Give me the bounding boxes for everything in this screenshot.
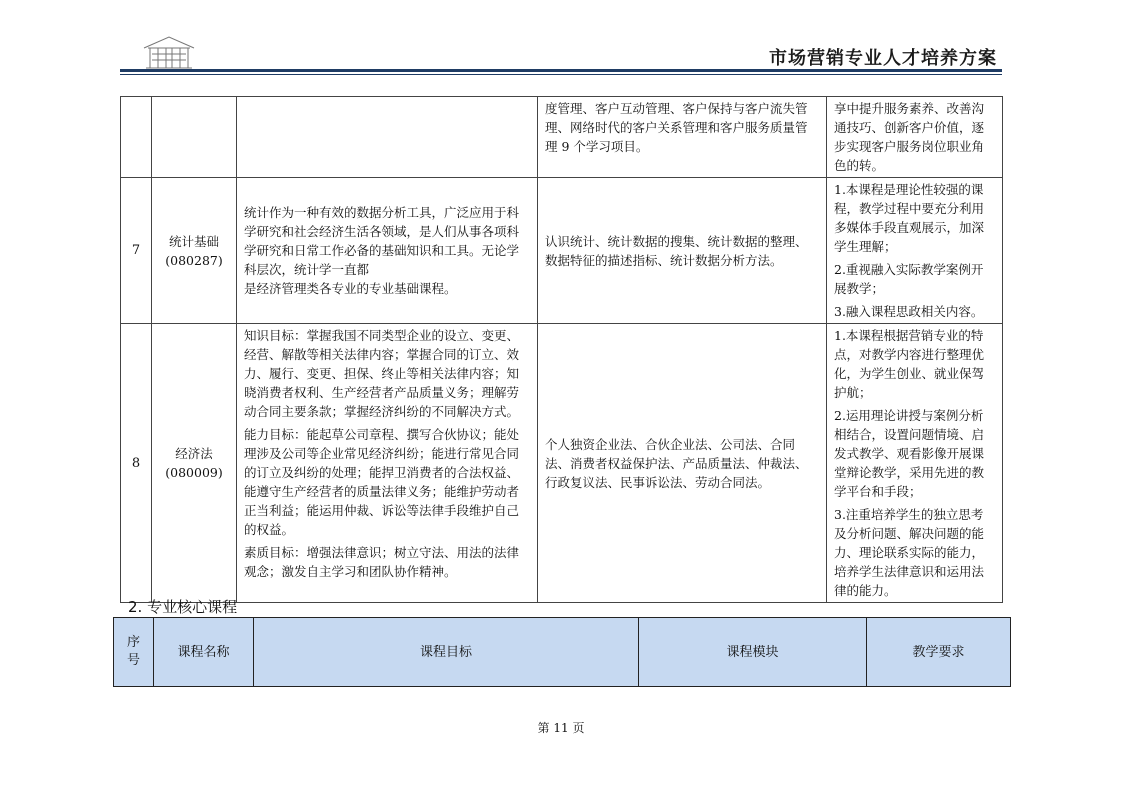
course-code: (080287) bbox=[165, 252, 223, 268]
cell-module: 认识统计、统计数据的搜集、统计数据的整理、数据特征的描述指标、统计数据分析方法。 bbox=[538, 178, 827, 324]
requirement-item: 1.本课程是理论性较强的课程，教学过程中要充分利用多媒体手段直观展示，加深学生理解； bbox=[834, 182, 985, 254]
cell-num: 8 bbox=[121, 324, 152, 603]
course-table bbox=[120, 96, 1003, 603]
header-rule-thin bbox=[120, 74, 1002, 75]
header-course-name: 课程名称 bbox=[154, 618, 254, 687]
cell-module: 度管理、客户互动管理、客户保持与客户流失管理、网络时代的客户关系管理和客户服务质量管理 9 个学习项目。 bbox=[538, 97, 827, 178]
core-course-table-header bbox=[113, 617, 1011, 687]
cell-course-name bbox=[152, 324, 237, 603]
cell-requirement bbox=[827, 178, 1003, 324]
cell-num bbox=[121, 97, 152, 178]
header-rule bbox=[120, 69, 1002, 72]
requirement-item: 3.融入课程思政相关内容。 bbox=[834, 304, 984, 319]
page-number: 第 11 页 bbox=[537, 721, 585, 735]
cell-module: 个人独资企业法、合伙企业法、公司法、合同法、消费者权益保护法、产品质量法、仲裁法、行政复议法、民事诉讼法、劳动合同法。 bbox=[538, 324, 827, 603]
header-course-module: 课程模块 bbox=[639, 618, 867, 687]
goal-text: 是经济管理类各专业的专业基础课程。 bbox=[244, 281, 457, 296]
requirement-item: 1.本课程根据营销专业的特点，对教学内容进行整理优化，为学生创业、就业保驾护航； bbox=[834, 328, 985, 400]
course-name: 经济法 bbox=[175, 446, 213, 461]
table-row bbox=[121, 97, 1003, 178]
header-teaching-req: 教学要求 bbox=[867, 618, 1011, 687]
table-row bbox=[121, 178, 1003, 324]
cell-num: 7 bbox=[121, 178, 152, 324]
table-row bbox=[121, 324, 1003, 603]
document-title: 市场营销专业人才培养方案 bbox=[769, 48, 997, 69]
goal-ability: 能力目标：能起草公司章程、撰写合伙协议；能处理涉及公司等企业常见经济纠纷；能进行常见合同的订立及纠纷的处理；能捍卫消费者的合法权益、能遵守生产经营者的质量法律义务；能维护劳动者正当利益；能运用仲裁、诉讼等法律手段维护自己的权益。 bbox=[244, 427, 520, 537]
cell-requirement: 享中提升服务素养、改善沟通技巧、创新客户价值，逐步实现客户服务岗位职业角色的转。 bbox=[827, 97, 1003, 178]
requirement-item: 3.注重培养学生的独立思考及分析问题、解决问题的能力、理论联系实际的能力，培养学生法律意识和运用法律的能力。 bbox=[834, 507, 985, 598]
cell-goal bbox=[237, 97, 538, 178]
goal-quality: 素质目标：增强法律意识；树立守法、用法的法律观念；激发自主学习和团队协作精神。 bbox=[244, 545, 520, 579]
building-logo-icon bbox=[140, 34, 198, 72]
section-heading: 2. 专业核心课程 bbox=[128, 598, 238, 616]
header-course-goal: 课程目标 bbox=[254, 618, 639, 687]
cell-course-name bbox=[152, 178, 237, 324]
header-num bbox=[114, 618, 154, 687]
course-name: 统计基础 bbox=[168, 233, 219, 249]
cell-goal bbox=[237, 178, 538, 324]
goal-knowledge: 知识目标：掌握我国不同类型企业的设立、变更、经营、解散等相关法律内容；掌握合同的订立、效力、履行、变更、担保、终止等相关法律内容；知晓消费者权利、生产经营者产品质量义务；理解劳动合同主要条款；掌握经济纠纷的不同解决方式。 bbox=[244, 328, 520, 419]
requirement-item: 2.运用理论讲授与案例分析相结合，设置问题情境、启发式教学、观看影像开展课堂辩论教学，采用先进的教学平台和手段； bbox=[834, 408, 985, 499]
course-code: (080009) bbox=[165, 465, 223, 480]
goal-text: 统计作为一种有效的数据分析工具，广泛应用于科学研究和社会经济生活各领域，是人们从事各项科学研究和日常工作必备的基础知识和工具。无论学科层次，统计学一直都 bbox=[244, 205, 520, 277]
cell-course-name bbox=[152, 97, 237, 178]
cell-goal bbox=[237, 324, 538, 603]
cell-requirement bbox=[827, 324, 1003, 603]
table-header-row bbox=[114, 618, 1011, 687]
header-num-text: 序号 bbox=[126, 635, 140, 668]
requirement-item: 2.重视融入实际教学案例开展教学； bbox=[834, 262, 984, 296]
